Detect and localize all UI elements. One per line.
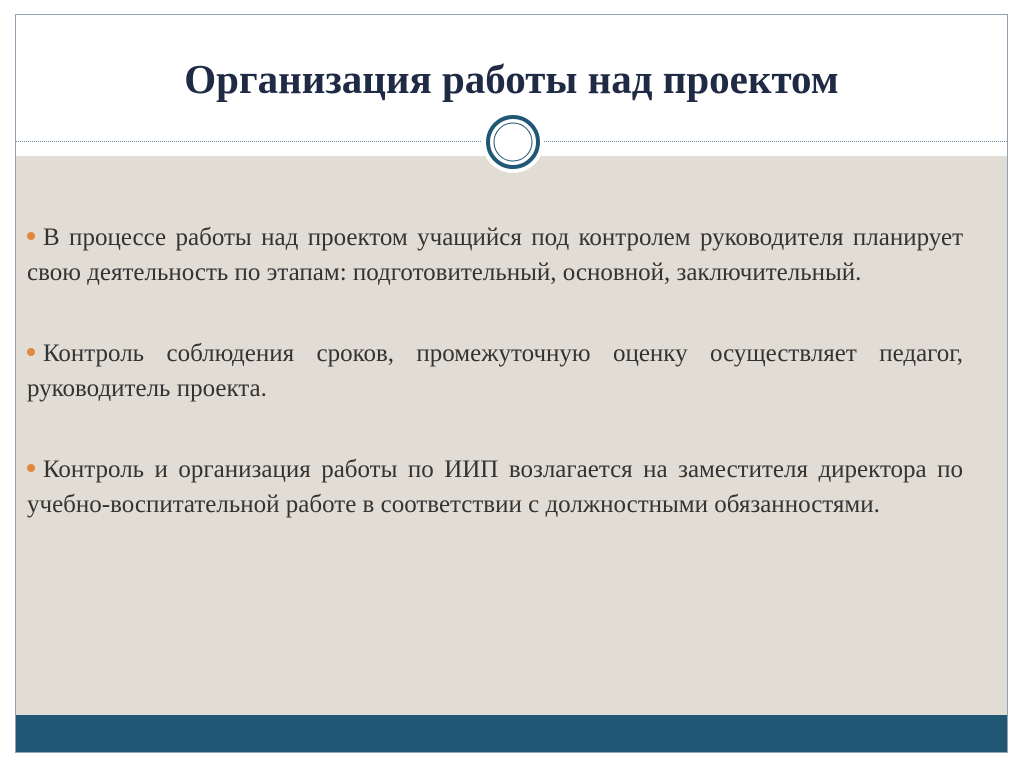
slide-title: Организация работы над проектом [184, 56, 839, 102]
bullet-item [27, 220, 963, 290]
circle-ornament-icon [482, 111, 544, 173]
bullet-text: В процессе работы над проектом учащийся под контролем руководителя планирует свою деятельность по этапам: подготовительный, основной, заключительный. [27, 224, 963, 286]
bullet-item [27, 336, 963, 406]
bullet-text: Контроль и организация работы по ИИП возлагается на заместителя директора по учебно-воспитательной работе в соответствии с должностными обязанностями. [27, 456, 963, 518]
bullet-marker-icon [27, 348, 35, 356]
footer-bar [16, 715, 1007, 752]
bullet-marker-icon [27, 232, 35, 240]
bullet-text: Контроль соблюдения сроков, промежуточную оценку осуществляет педагог, руководитель проекта. [27, 340, 963, 402]
bullet-marker-icon [27, 464, 35, 472]
bullet-item [27, 452, 963, 522]
bullet-list [27, 220, 963, 522]
